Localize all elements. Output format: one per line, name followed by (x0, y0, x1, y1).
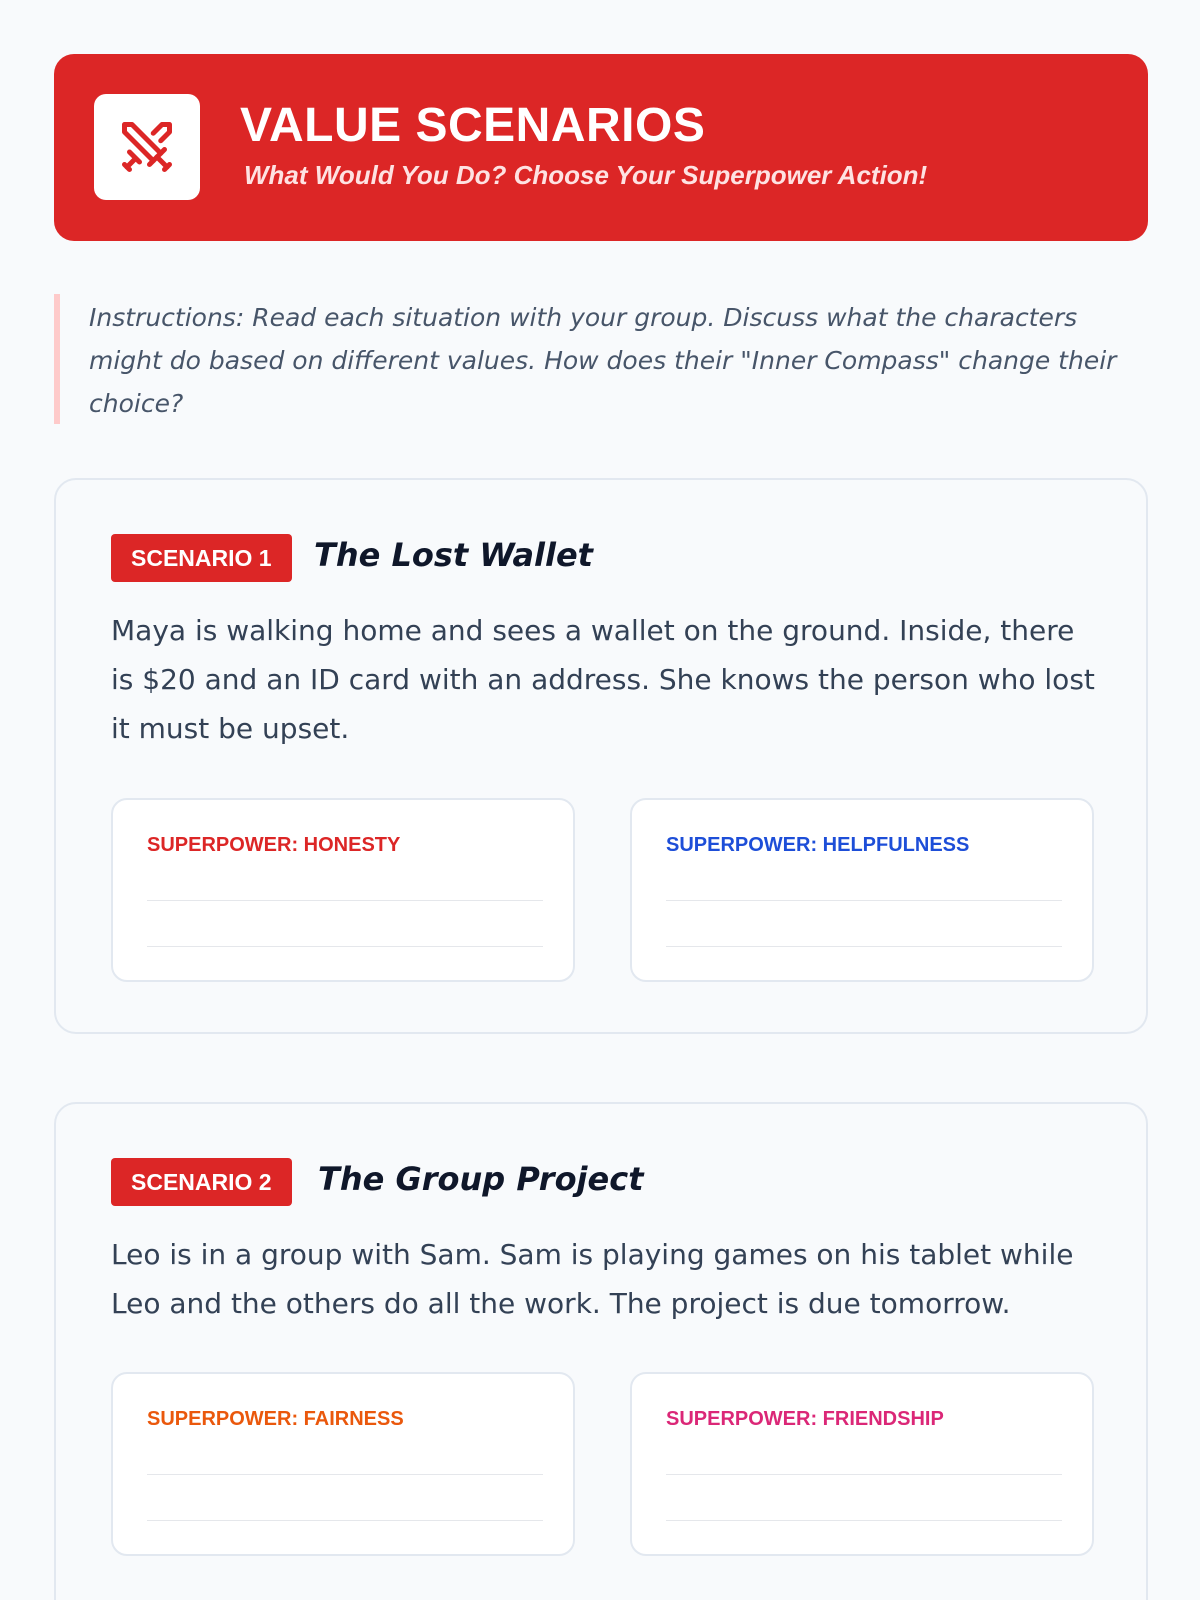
scenario-card-1 (54, 478, 1148, 1034)
superpower-label: SUPERPOWER: HELPFULNESS (666, 834, 970, 856)
instructions-block (54, 294, 1148, 424)
superpower-label: SUPERPOWER: FAIRNESS (147, 1408, 404, 1430)
logo-box (94, 94, 200, 200)
page-subtitle: What Would You Do? Choose Your Superpower Action! (244, 160, 928, 190)
scenario-description: Leo is in a group with Sam. Sam is playing games on his tablet while Leo and the others do all the work. The project is due tomorrow. (111, 1238, 1074, 1320)
scenario-description: Maya is walking home and sees a wallet on the ground. Inside, there is $20 and an ID card with an address. She knows the person who lost it must be upset. (111, 614, 1095, 745)
answer-line[interactable] (147, 1520, 543, 1521)
answer-line[interactable] (666, 1520, 1062, 1521)
scenario-title: The Lost Wallet (314, 536, 593, 574)
answer-card-fairness[interactable] (111, 1372, 575, 1556)
answer-line[interactable] (666, 946, 1062, 947)
answer-card-helpfulness[interactable] (630, 798, 1094, 982)
superpower-label: SUPERPOWER: FRIENDSHIP (666, 1408, 944, 1430)
scenario-card-2 (54, 1102, 1148, 1600)
answer-line[interactable] (147, 946, 543, 947)
page-title: VALUE SCENARIOS (240, 99, 706, 152)
scenario-badge: SCENARIO 1 (111, 534, 292, 582)
answer-card-honesty[interactable] (111, 798, 575, 982)
answer-line[interactable] (666, 900, 1062, 901)
crossed-swords-icon (117, 117, 177, 177)
page-header (54, 54, 1148, 241)
answer-line[interactable] (147, 900, 543, 901)
scenario-title: The Group Project (318, 1160, 644, 1198)
superpower-label: SUPERPOWER: HONESTY (147, 834, 401, 856)
instructions-text: Instructions: Read each situation with your group. Discuss what the characters might do based on different values. How does their "Inner Compass" change their choice? (89, 303, 1117, 418)
answer-card-friendship[interactable] (630, 1372, 1094, 1556)
answer-line[interactable] (147, 1474, 543, 1475)
answer-line[interactable] (666, 1474, 1062, 1475)
scenario-badge: SCENARIO 2 (111, 1158, 292, 1206)
